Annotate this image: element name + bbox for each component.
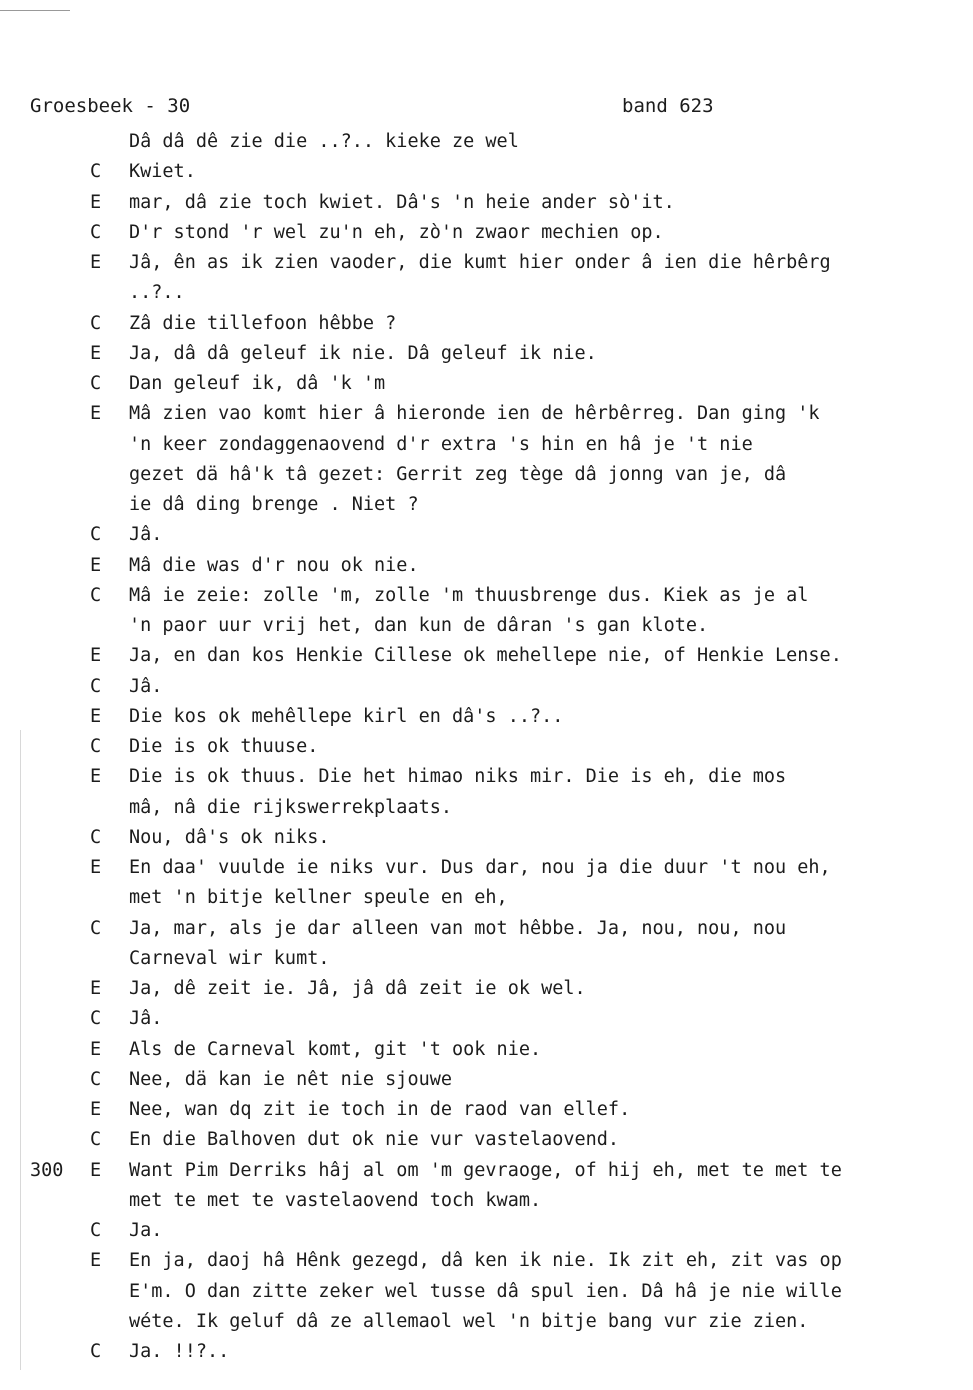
line-text: Dâ dâ dê zie die ..?.. kieke ze wel [129,131,519,152]
speaker-label: C [90,675,102,697]
transcript-line [0,1186,973,1216]
transcript-line [0,1246,973,1276]
transcript-line [0,732,973,762]
transcript-line [0,823,973,853]
transcript-line [0,127,973,157]
transcript-line [0,974,973,1004]
transcript-line [0,490,973,520]
speaker-label: C [90,917,102,939]
speaker-label: E [90,1250,102,1272]
transcript-line [0,369,973,399]
speaker-label: C [90,221,102,243]
transcript-line [0,944,973,974]
transcript-line [0,1035,973,1065]
line-number: 300 [30,1159,64,1181]
speaker-label: E [90,1099,102,1120]
line-text: Carneval wir kumt. [129,947,330,969]
speaker-label: C [90,1008,102,1030]
speaker-label: C [90,312,102,334]
line-text: Ja. !!?.. [129,1341,230,1362]
transcript-line [0,641,973,671]
transcript-line [0,551,973,581]
line-text: Mâ die was d'r nou ok nie. [129,554,419,576]
line-text: Mâ zien vao komt hier â hieronde ien de hêrbêrreg. Dan ging 'k [129,403,820,425]
speaker-label: E [90,978,102,999]
line-text: Jâ. [129,675,163,697]
line-text: Want Pim Derriks hâj al om 'm gevraoge, of hij eh, met te met te [129,1159,842,1181]
speaker-label: C [90,373,102,394]
speaker-label: E [90,1159,102,1181]
line-text: Nou, dâ's ok niks. [129,826,330,848]
transcript-line [0,339,973,369]
speaker-label: C [90,161,102,183]
transcript-line [0,702,973,732]
speaker-label: C [90,1068,102,1090]
transcript-line [0,883,973,913]
line-text: En ja, daoj hâ Hênk gezegd, dâ ken ik nie. Ik zit eh, zit vas op [129,1250,842,1272]
speaker-label: E [90,645,102,667]
transcript-line [0,1065,973,1095]
line-text: Kwiet. [129,161,196,183]
line-text: mar, dâ zie toch kwiet. Dâ's 'n heie ander sò'it. [129,191,675,213]
transcript-line [0,1337,973,1367]
transcript-line [0,520,973,550]
speaker-label: E [90,252,102,273]
transcript-line [0,853,973,883]
transcript-line [0,1307,973,1337]
line-text: E'm. O dan zitte zeker wel tusse dâ spul ien. Dâ hâ je nie wille [129,1280,842,1302]
transcript-line [0,278,973,308]
line-text: En die Balhoven dut ok nie vur vastelaovend. [129,1129,620,1151]
line-text: Ja, dê zeit ie. Jâ, jâ dâ zeit ie ok wel. [129,978,586,999]
line-text: 'n paor uur vrij het, dan kun de dâran 's gan klote. [129,615,709,636]
line-text: Die is ok thuus. Die het himao niks mir. Die is eh, die mos [129,766,787,788]
line-text: met 'n bitje kellner speule en eh, [129,887,508,909]
transcript-body [0,127,973,1367]
transcript-line [0,309,973,339]
speaker-label: E [90,766,102,788]
transcript-line [0,248,973,278]
speaker-label: C [90,736,102,757]
speaker-label: E [90,857,102,878]
line-text: D'r stond 'r wel zu'n eh, zò'n zwaor mechien op. [129,221,664,243]
line-text: Die kos ok mehêllepe kirl en dâ's ..?.. [129,705,564,727]
line-text: mâ, nâ die rijkswerrekplaats. [129,796,453,818]
transcript-line [0,1156,973,1186]
speaker-label: E [90,1038,102,1060]
transcript-line [0,399,973,429]
page-header [30,95,730,123]
speaker-label: C [90,1220,102,1241]
page-title: Groesbeek - 30 [30,95,191,117]
transcript-line [0,188,973,218]
line-text: 'n keer zondaggenaovend d'r extra 's hin en hâ je 't nie [129,433,753,455]
top-rule [0,10,70,11]
speaker-label: C [90,1341,102,1362]
speaker-label: C [90,524,102,546]
transcript-line [0,1095,973,1125]
transcript-line [0,460,973,490]
speaker-label: C [90,826,102,848]
speaker-label: E [90,705,102,727]
transcript-line [0,218,973,248]
speaker-label: E [90,403,102,425]
transcript-line [0,581,973,611]
line-text: Dan geleuf ik, dâ 'k 'm [129,373,386,394]
line-text: Nee, dä kan ie nêt nie sjouwe [129,1068,453,1090]
speaker-label: E [90,342,102,364]
transcript-line [0,1216,973,1246]
transcript-line [0,762,973,792]
line-text: met te met te vastelaovend toch kwam. [129,1189,542,1211]
transcript-line [0,611,973,641]
line-text: Nee, wan dq zit ie toch in de raod van ellef. [129,1099,631,1120]
transcript-line [0,1004,973,1034]
line-text: Ja, en dan kos Henkie Cillese ok mehellepe nie, of Henkie Lense. [129,645,842,667]
transcript-line [0,157,973,187]
speaker-label: E [90,191,102,213]
transcript-line [0,914,973,944]
transcript-line [0,793,973,823]
band-number: band 623 [622,95,714,117]
line-text: Jâ. [129,1008,163,1030]
line-text: ie dâ ding brenge . Niet ? [129,494,419,515]
transcript-line [0,430,973,460]
line-text: Als de Carneval komt, git 't ook nie. [129,1038,542,1060]
transcript-line [0,672,973,702]
line-text: Jâ. [129,524,163,546]
line-text: Jâ, ên as ik zien vaoder, die kumt hier onder â ien die hêrbêrg [129,252,831,273]
line-text: Ja, mar, als je dar alleen van mot hêbbe. Ja, nou, nou, nou [129,917,787,939]
line-text: Die is ok thuuse. [129,736,319,757]
line-text: Mâ ie zeie: zolle 'm, zolle 'm thuusbrenge dus. Kiek as je al [129,584,809,606]
line-text: Zâ die tillefoon hêbbe ? [129,312,397,334]
speaker-label: E [90,554,102,576]
line-text: gezet dä hâ'k tâ gezet: Gerrit zeg tège dâ jonng van je, dâ [129,463,787,485]
line-text: En daa' vuulde ie niks vur. Dus dar, nou ja die duur 't nou eh, [129,857,831,878]
line-text: wéte. Ik geluf dâ ze allemaol wel 'n bitje bang vur zie zien. [129,1310,809,1332]
transcript-line [0,1125,973,1155]
line-text: Ja. [129,1220,163,1241]
speaker-label: C [90,584,102,606]
line-text: Ja, dâ dâ geleuf ik nie. Dâ geleuf ik nie. [129,342,597,364]
transcript-line [0,1277,973,1307]
speaker-label: C [90,1129,102,1151]
line-text: ..?.. [129,282,185,304]
